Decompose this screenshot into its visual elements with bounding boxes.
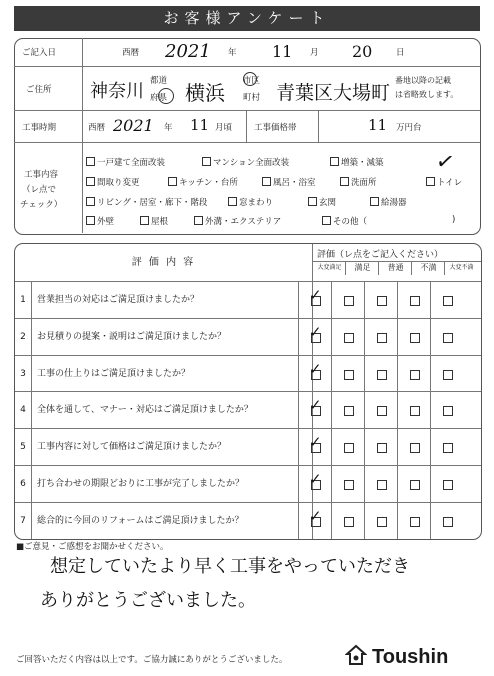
question-row <box>15 281 481 319</box>
address-note-1: 番地以降の記載 <box>395 76 451 85</box>
rating-checkbox[interactable] <box>364 466 398 503</box>
check-mark-icon: ✓ <box>309 506 322 525</box>
rating-4: 大変不満 <box>444 261 478 275</box>
rating-checkbox[interactable] <box>331 466 365 503</box>
rating-checkbox[interactable] <box>364 319 398 356</box>
period-month-unit: 月頃 <box>215 123 233 133</box>
date-day-unit: 日 <box>396 48 405 58</box>
footer-note: ご回答いただく内容は以上です。ご協力誠にありがとうございました。 <box>16 655 288 665</box>
address-prefecture: 神奈川 <box>90 81 144 102</box>
question-text: 総合的に今回のリフォームはご満足頂けましたか？ <box>37 515 244 526</box>
period-label: 工事時期 <box>22 123 57 133</box>
option-12[interactable]: 外壁 <box>86 215 114 227</box>
question-row <box>15 391 481 429</box>
question-row <box>15 502 481 540</box>
other-close: ) <box>452 215 456 225</box>
check-mark-icon: ✓ <box>309 433 322 452</box>
question-number: 7 <box>15 503 32 540</box>
rating-checkbox[interactable] <box>298 319 332 356</box>
rating-checkbox[interactable] <box>364 429 398 466</box>
city-suffix-bottom: 町村 <box>243 93 261 103</box>
question-text: 打ち合わせの期限どおりに工事が完了しましたか？ <box>37 479 245 489</box>
content-label-1: 工事内容 <box>24 170 59 180</box>
date-month-unit: 月 <box>310 48 319 58</box>
rating-checkbox[interactable] <box>397 356 431 393</box>
check-mark-icon: ✓ <box>309 359 322 378</box>
rating-checkbox[interactable] <box>298 429 332 466</box>
city-circle <box>243 72 257 86</box>
rating-checkbox[interactable] <box>430 356 464 393</box>
address-label: ご住所 <box>26 85 52 95</box>
date-era: 西暦 <box>122 48 140 58</box>
option-14[interactable]: 外溝・エクステリア <box>194 215 281 227</box>
rating-checkbox[interactable] <box>430 392 464 429</box>
content-label-3: チェック） <box>20 200 63 210</box>
rating-checkbox[interactable] <box>397 429 431 466</box>
option-6[interactable]: 洗面所 <box>340 176 377 188</box>
option-5[interactable]: 風呂・浴室 <box>262 176 316 188</box>
check-mark-icon: ✓ <box>309 322 322 341</box>
check-mark-icon: ✓ <box>309 286 322 304</box>
rating-checkbox[interactable] <box>397 319 431 356</box>
option-15[interactable]: その他（ <box>322 215 367 227</box>
option-1[interactable]: マンション全面改装 <box>202 156 289 168</box>
address-town: 青葉区大場町 <box>276 82 391 104</box>
date-month: 11 <box>272 42 293 61</box>
question-number: 3 <box>15 356 32 393</box>
rating-checkbox[interactable] <box>430 466 464 503</box>
content-label-2: （レ点で <box>22 185 57 195</box>
option-10[interactable]: 玄関 <box>308 196 336 208</box>
question-number: 4 <box>15 392 32 429</box>
rating-3: 不満 <box>411 261 445 275</box>
option-2[interactable]: 増築・減築 <box>330 156 384 168</box>
rating-checkbox[interactable] <box>298 392 332 429</box>
option-3[interactable]: 間取り変更 <box>86 176 140 188</box>
rating-checkbox[interactable] <box>397 282 431 319</box>
eval-header-rating: 評価（レ点をご記入ください） <box>317 250 444 260</box>
rating-checkbox[interactable] <box>430 282 464 319</box>
period-year-unit: 年 <box>164 123 173 133</box>
period-month: 11 <box>190 116 210 134</box>
date-year-unit: 年 <box>228 48 237 58</box>
option-11[interactable]: 給湯器 <box>370 196 407 208</box>
rating-checkbox[interactable] <box>430 319 464 356</box>
evaluation-table <box>14 243 482 540</box>
check-mark-icon: ✓ <box>309 470 322 488</box>
price-unit: 万円台 <box>396 123 422 133</box>
rating-checkbox[interactable] <box>397 466 431 503</box>
question-row <box>15 318 481 356</box>
rating-checkbox[interactable] <box>331 429 365 466</box>
rating-0: 大変満足 <box>312 261 346 275</box>
rating-checkbox[interactable] <box>364 392 398 429</box>
address-note-2: は省略致します。 <box>395 90 459 99</box>
comments-label: ■ご意見・ご感想をお聞かせください。 <box>16 542 169 552</box>
date-day: 20 <box>352 42 373 61</box>
rating-checkbox[interactable] <box>331 503 365 540</box>
rating-checkbox[interactable] <box>298 503 332 540</box>
option-8[interactable]: リビング・居室・廊下・階段 <box>86 196 207 208</box>
rating-checkbox[interactable] <box>430 503 464 540</box>
rating-checkbox[interactable] <box>331 282 365 319</box>
page-title: お客様アンケート <box>14 6 480 31</box>
house-logo-icon <box>345 644 367 666</box>
pref-suffix-top: 都道 <box>150 76 168 86</box>
price-value: 11 <box>368 116 388 134</box>
rating-checkbox[interactable] <box>364 356 398 393</box>
option-13[interactable]: 屋根 <box>140 215 168 227</box>
option-7[interactable]: トイレ <box>426 176 462 188</box>
question-row <box>15 355 481 393</box>
date-year: 2021 <box>165 41 211 62</box>
question-text: 全体を通して、マナー・対応はご満足頂けましたか？ <box>37 405 253 416</box>
option-4[interactable]: キッチン・台所 <box>168 176 238 188</box>
pref-circle <box>158 88 174 104</box>
rating-checkbox[interactable] <box>397 503 431 540</box>
question-number: 1 <box>15 282 32 319</box>
rating-checkbox[interactable] <box>331 319 365 356</box>
period-year: 2021 <box>113 116 154 135</box>
rating-checkbox[interactable] <box>430 429 464 466</box>
comment-line-2: ありがとうございました。 <box>40 590 256 611</box>
address-city: 横浜 <box>185 81 225 105</box>
company-logo: Toushin <box>372 646 449 668</box>
date-label: ご記入日 <box>22 48 57 58</box>
comment-line-1: 想定していたより早く工事をやっていただき <box>50 556 410 577</box>
check-mark-icon: ✓ <box>309 396 322 415</box>
rating-checkbox[interactable] <box>298 282 332 319</box>
rating-checkbox[interactable] <box>397 392 431 429</box>
city-suffix-top: 市区 <box>243 76 261 86</box>
rating-checkbox[interactable] <box>331 356 365 393</box>
period-era: 西暦 <box>88 123 106 133</box>
question-text: お見積りの提案・説明はご満足頂けましたか？ <box>37 331 227 342</box>
rating-checkbox[interactable] <box>298 356 332 393</box>
rating-1: 満足 <box>345 261 379 275</box>
question-row <box>15 465 481 503</box>
question-number: 2 <box>15 319 32 356</box>
rating-checkbox[interactable] <box>364 503 398 540</box>
option-0[interactable]: 一戸建て全面改装 <box>86 156 165 168</box>
eval-header-content: 評 価 内 容 <box>131 257 196 268</box>
price-label: 工事価格帯 <box>254 123 297 133</box>
question-text: 工事の仕上りはご満足頂けましたか？ <box>37 368 191 379</box>
rating-checkbox[interactable] <box>331 392 365 429</box>
rating-checkbox[interactable] <box>298 466 332 503</box>
question-text: 営業担当の対応はご満足頂けましたか？ <box>37 295 200 305</box>
rating-2: 普通 <box>378 261 412 275</box>
question-text: 工事内容に対して価格はご満足頂けましたか？ <box>37 442 227 453</box>
toilet-check-mark: ✓ <box>433 148 457 177</box>
question-row <box>15 428 481 466</box>
option-9[interactable]: 窓まわり <box>228 196 273 208</box>
question-number: 6 <box>15 466 32 503</box>
pref-suffix-bottom: 府県 <box>150 93 168 103</box>
question-number: 5 <box>15 429 32 466</box>
rating-checkbox[interactable] <box>364 282 398 319</box>
